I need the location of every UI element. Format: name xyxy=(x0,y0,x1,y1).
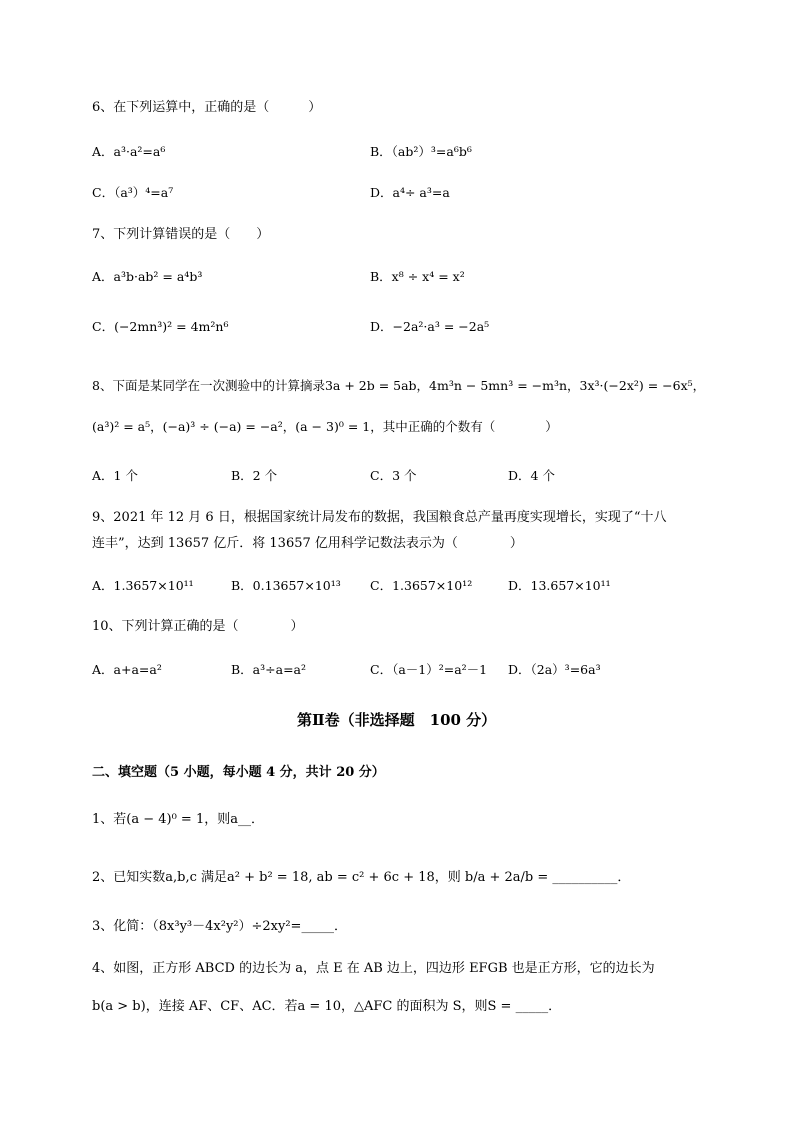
part2-title: 第Ⅱ卷（非选择题 100 分） xyxy=(297,711,497,729)
q6-option-a: A．a³·a²=a⁶ xyxy=(92,144,166,159)
q10-option-d: D．（2a）³=6a³ xyxy=(508,662,601,677)
q6-option-d: D．a⁴÷ a³=a xyxy=(370,185,450,200)
q7-option-a: A．a³b·ab² = a⁴b³ xyxy=(92,269,203,284)
q10-stem: 10、下列计算正确的是（ ） xyxy=(92,619,304,634)
q8-option-d: D．4 个 xyxy=(508,468,555,483)
q9-line1: 9、2021 年 12 月 6 日，根据国家统计局发布的数据，我国粮食总产量再度实现增长，实现了“十八 xyxy=(92,510,667,525)
fill-item-1: 1、若(a − 4)⁰ = 1，则a__． xyxy=(92,812,264,827)
q8-option-a: A．1 个 xyxy=(92,468,138,483)
q7-option-b: B．x⁸ ÷ x⁴ = x² xyxy=(370,269,465,284)
q10-option-b: B．a³÷a=a² xyxy=(231,662,307,677)
q7-option-c: C．(−2mn³)² = 4m²n⁶ xyxy=(92,319,229,334)
fill-item-4-line1: 4、如图，正方形 ABCD 的边长为 a，点 E 在 AB 边上，四边形 EFGB 也是正方形，它的边长为 xyxy=(92,961,655,976)
q9-option-a: A．1.3657×10¹¹ xyxy=(92,578,194,593)
q8-option-c: C．3 个 xyxy=(370,468,417,483)
fill-item-4-line2: b(a > b)，连接 AF、CF、AC．若a = 10，△AFC 的面积为 S，则S = _____． xyxy=(92,999,562,1014)
q8-line1: 8、下面是某同学在一次测验中的计算摘录3a + 2b = 5ab，4m³n − 5mn³ = −m³n，3x³·(−2x²) = −6x⁵， xyxy=(92,378,706,393)
q8-line2: (a³)² = a⁵，(−a)³ ÷ (−a) = −a²，(a − 3)⁰ = 1，其中正确的个数有（ ） xyxy=(92,419,558,434)
q9-option-c: C．1.3657×10¹² xyxy=(370,578,473,593)
q8-option-b: B．2 个 xyxy=(231,468,278,483)
q7-option-d: D．−2a²·a³ = −2a⁵ xyxy=(370,319,490,334)
q9-option-d: D．13.657×10¹¹ xyxy=(508,578,611,593)
q6-option-b: B．（ab²）³=a⁶b⁶ xyxy=(370,144,472,159)
fill-item-3: 3、化简：（8x³y³－4x²y²）÷2xy²=_____． xyxy=(92,919,347,934)
q6-stem: 6、在下列运算中，正确的是（ ） xyxy=(92,100,322,115)
q10-option-c: C．（a－1）²=a²－1 xyxy=(370,662,488,677)
section2-title: 二、填空题（5 小题，每小题 4 分，共计 20 分） xyxy=(92,765,385,780)
fill-item-2: 2、已知实数a,b,c 满足a² + b² = 18, ab = c² + 6c + 18，则 b/a + 2a/b = __________． xyxy=(92,870,631,885)
q9-line2: 连丰”，达到 13657 亿斤．将 13657 亿用科学记数法表示为（ ） xyxy=(92,536,523,551)
q9-option-b: B．0.13657×10¹³ xyxy=(231,578,341,593)
q6-option-c: C．（a³）⁴=a⁷ xyxy=(92,185,174,200)
q10-option-a: A．a+a=a² xyxy=(92,662,162,677)
q7-stem: 7、下列计算错误的是（ ） xyxy=(92,227,270,242)
